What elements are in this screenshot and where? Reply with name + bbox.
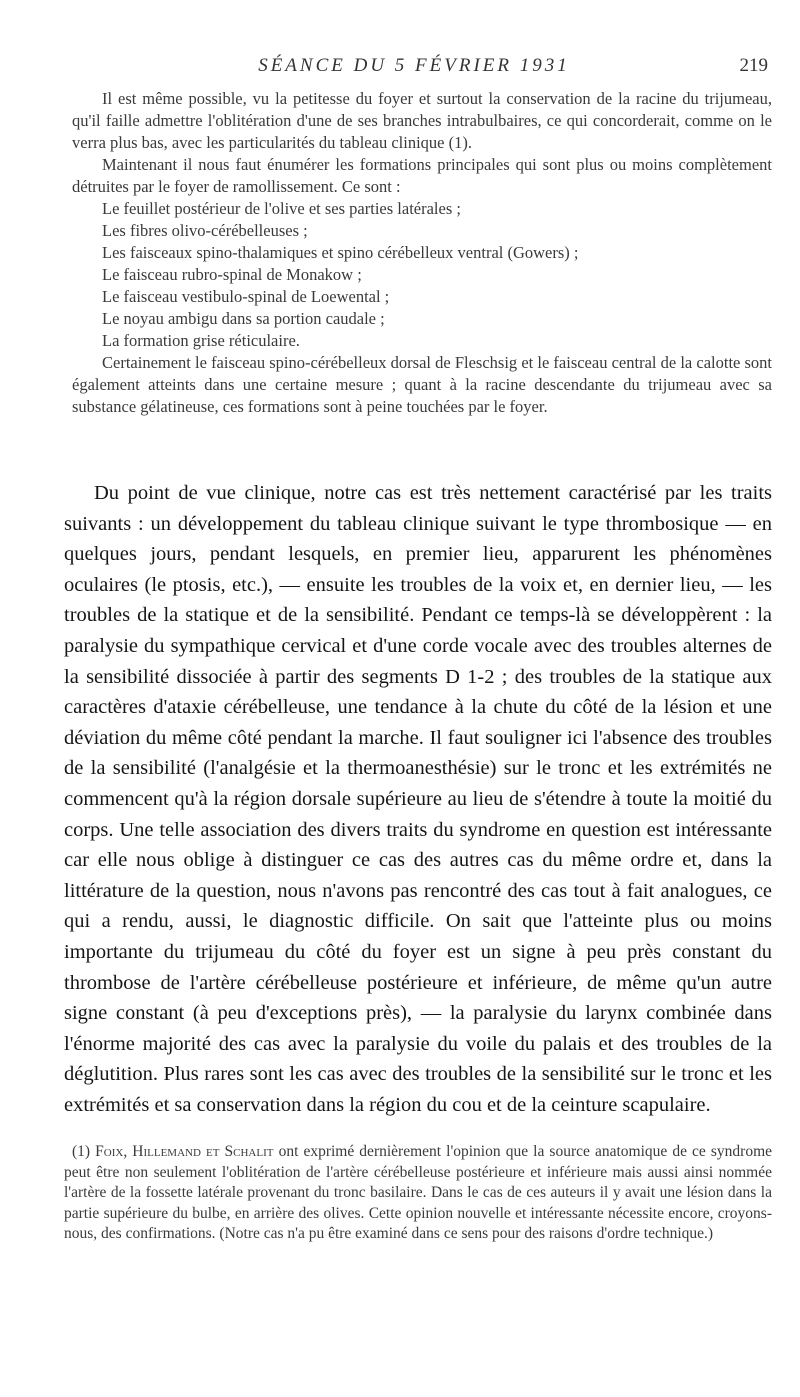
footnote (64, 1142, 772, 1245)
formation-item: Le faisceau vestibulo-spinal de Loewental ; (102, 287, 390, 306)
clinical-paragraph: Du point de vue clinique, notre cas est très nettement caractérisé par les traits suivants : un développement du tableau clinique suivant le type thrombosique — en quelques jours, pendant lesquels, en premier lieu, apparurent les phénomènes oculaires (le ptosis, etc.), — ensuite les troubles de la voix et, en dernier lieu, — les troubles de la statique et de la sensibilité. Pendant ce temps-là se développèrent : la paralysie du sympathique cervical et d'une corde vocale avec des troubles alternes de la sensibilité dissociée à partir des segments D 1-2 ; des troubles de la statique aux caractères d'ataxie cérébelleuse, une tendance à la chute du côté de la lésion et une déviation du même côté pendant la marche. Il faut souligner ici l'absence des troubles de la sensibilité (l'analgésie et la thermoanesthésie) sur le tronc et les extrémités ne commencent qu'à la région dorsale supérieure au lieu de s'étendre à toute la moitié du corps. Une telle association des divers traits du syndrome en question est intéressante car elle nous oblige à distinguer ce cas des autres cas du même ordre et, dans la littérature de la question, nous n'avons pas rencontré des cas tout à fait analogues, ce qui a rendu, aussi, le diagnostic difficile. On sait que l'atteinte plus ou moins importante du trijumeau du côté du foyer est un signe à peu près constant du thrombose de l'artère cérébelleuse postérieure et inférieure, de même qu'un autre signe constant (à peu d'exceptions près), — la paralysie du larynx combinée dans l'énorme majorité des cas avec la paralysie du voile du palais et des troubles de la déglutition. Plus rares sont les cas avec des troubles de la sensibilité sur le tronc et les extrémités et sa conservation dans la région du cou et de la ceinture scapulaire. (64, 482, 772, 1116)
page-number: 219 (739, 55, 768, 76)
footnote-paragraph (64, 1142, 772, 1245)
formation-item: Les faisceaux spino-thalamiques et spino cérébelleux ventral (Gowers) ; (102, 243, 579, 262)
clinical-section (64, 478, 772, 1120)
page-header (60, 55, 768, 83)
footnote-marker: (1) (72, 1143, 91, 1160)
footnote-text: ont exprimé dernièrement l'opinion que la source anatomique de ce syndrome peut être non seulement l'oblitération de l'artère cérébelleuse postérieure et inférieure mais aussi ainsi nommée l'artère de la fossette latérale provenant du tronc basilaire. Dans le cas de ces auteurs il y avait une lésion dans la partie supérieure du bulbe, en arrière des olives. Cette opinion nouvelle et intéressante nécessite encore, croyons-nous, des confirmations. (Notre cas n'a pu être examiné dans ce sens pour des raisons d'ordre technique.) (64, 1143, 773, 1242)
running-title: SÉANCE DU 5 FÉVRIER 1931 (258, 55, 570, 76)
formation-item: Le faisceau rubro-spinal de Monakow ; (102, 265, 362, 284)
formation-item: Le feuillet postérieur de l'olive et ses parties latérales ; (102, 199, 461, 218)
footnote-authors: Foix, Hillemand et Schalit (95, 1143, 274, 1160)
intro-section (72, 88, 772, 418)
intro-closing: Certainement le faisceau spino-cérébelleux dorsal de Fleschsig et le faisceau central de la calotte sont également atteints dans une certaine mesure ; quant à la racine descendante du trijumeau avec sa substance gélatineuse, ces formations sont à peine touchées par le foyer. (72, 353, 772, 416)
intro-lead: Maintenant il nous faut énumérer les formations principales qui sont plus ou moins complètement détruites par le foyer de ramollissement. Ce sont : (72, 155, 772, 196)
formation-item: Les fibres olivo-cérébelleuses ; (102, 221, 308, 240)
intro-paragraph: Il est même possible, vu la petitesse du foyer et surtout la conservation de la racine du trijumeau, qu'il faille admettre l'oblitération d'une de ses branches intrabulbaires, ce qui concorderait, comme on le verra plus bas, avec les particularités du tableau clinique (1). (72, 89, 772, 152)
formation-item: La formation grise réticulaire. (102, 331, 300, 350)
formation-item: Le noyau ambigu dans sa portion caudale ; (102, 309, 385, 328)
